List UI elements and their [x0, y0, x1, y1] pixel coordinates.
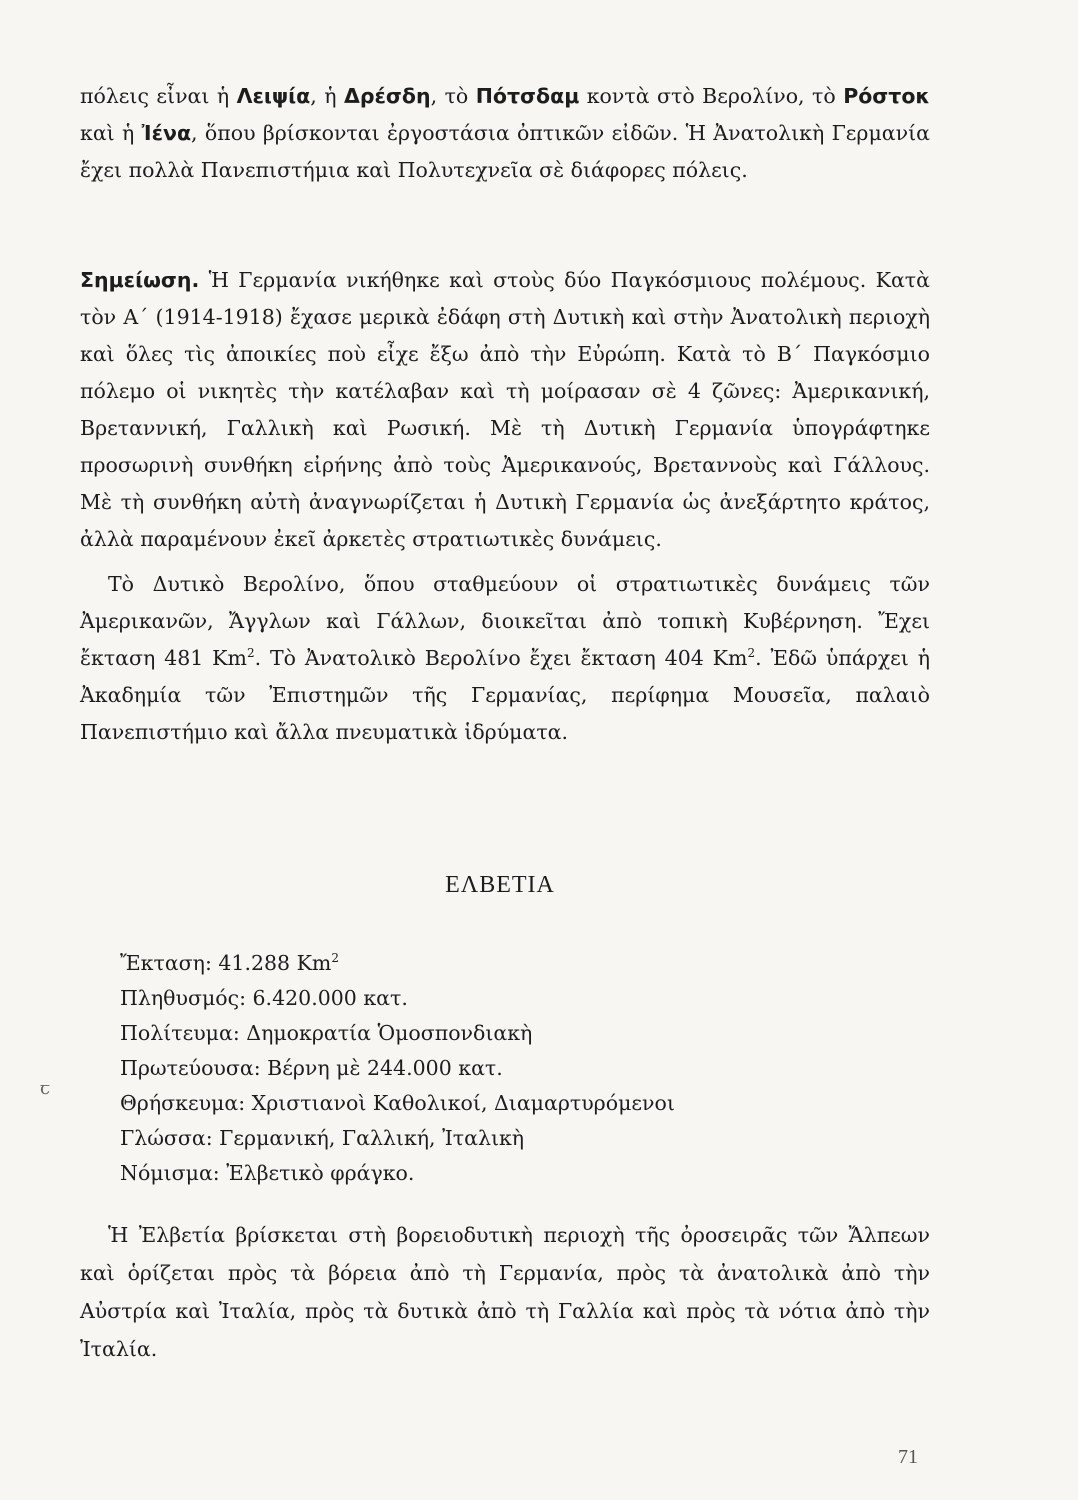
- city-rostock: Ρόστοκ: [843, 84, 930, 108]
- text-span: πόλεις εἶναι ἡ: [80, 84, 237, 108]
- text-span: κοντὰ στὸ Βερολίνο, τὸ: [579, 84, 844, 108]
- fact-government: Πολίτευμα: Δημοκρατία Ὁμοσπονδιακὴ: [120, 1021, 533, 1045]
- city-jena: Ἰένα: [141, 121, 192, 145]
- fact-capital: Πρωτεύουσα: Βέρνη μὲ 244.000 κατ.: [120, 1056, 503, 1080]
- paragraph-berlin: [80, 566, 930, 751]
- superscript: 2: [747, 646, 756, 661]
- paragraph-east-germany-cities: [80, 78, 930, 189]
- text-span: , τὸ: [430, 84, 476, 108]
- fact-area-text: Ἔκταση: 41.288 Km: [120, 951, 332, 975]
- text-span: καὶ ἡ: [80, 121, 142, 145]
- city-potsdam: Πότσδαμ: [475, 84, 580, 108]
- fact-language: Γλώσσα: Γερμανική, Γαλλική, Ἰταλικὴ: [120, 1126, 525, 1150]
- fact-area: [120, 946, 675, 981]
- country-facts: [120, 946, 675, 1191]
- text-span: Τὸ Δυτικὸ Βερολίνο, ὅπου σταθμεύουν οἱ στρατιωτικὲς δυνάμεις τῶν Ἀμερικανῶν, Ἄγγλων καὶ Γάλλων, διοικεῖται ἀπὸ τοπικὴ Κυβέρνηση. Ἔχει ἔκταση 481 Km: [80, 572, 930, 670]
- note-text: Ἡ Γερμανία νικήθηκε καὶ στοὺς δύο Παγκόσμιους πολέμους. Κατὰ τὸν Α΄ (1914-1918) ἔχασε μερικὰ ἐδάφη στὴ Δυτικὴ καὶ στὴν Ἀνατολικὴ περιοχὴ καὶ ὅλες τὶς ἀποικίες ποὺ εἶχε ἔξω ἀπὸ τὴν Εὐρώπη. Κατὰ τὸ Β΄ Παγκόσμιο πόλεμο οἱ νικητὲς τὴν κατέλαβαν καὶ τὴ μοίρασαν σὲ 4 ζῶνες: Ἀμερικανική, Βρεταννική, Γαλλικὴ καὶ Ρωσική. Μὲ τὴ Δυτικὴ Γερμανία ὑπογράφτηκε προσωρινὴ συνθήκη εἰρήνης ἀπὸ τοὺς Ἀμερικανούς, Βρεταννοὺς καὶ Γάλλους. Μὲ τὴ συνθήκη αὐτὴ ἀναγνωρίζεται ἡ Δυτικὴ Γερμανία ὡς ἀνεξάρτητο κράτος, ἀλλὰ παραμένουν ἐκεῖ ἀρκετὲς στρατιωτικὲς δυνάμεις.: [80, 268, 930, 551]
- city-dresden: Δρέσδη: [343, 84, 431, 108]
- text-span: , ὅπου βρίσκονται ἐργοστάσια ὀπτικῶν εἰδῶν. Ἡ Ἀνατολικὴ Γερμανία ἔχει πολλὰ Πανεπιστήμια καὶ Πολυτεχνεῖα σὲ διάφορες πόλεις.: [80, 121, 930, 182]
- paragraph-switzerland: Ἡ Ἐλβετία βρίσκεται στὴ βορειοδυτικὴ περιοχὴ τῆς ὀροσειρᾶς τῶν Ἄλπεων καὶ ὁρίζεται πρὸς τὰ βόρεια ἀπὸ τὴ Γερμανία, πρὸς τὰ ἀνατολικὰ ἀπὸ τὴν Αὐστρία καὶ Ἰταλία, πρὸς τὰ δυτικὰ ἀπὸ τὴ Γαλλία καὶ πρὸς τὰ νότια ἀπὸ τὴν Ἰταλία.: [80, 1223, 930, 1361]
- margin-mark: ꞇ: [40, 1078, 51, 1099]
- paragraph-note: [80, 262, 930, 558]
- text-span: . Τὸ Ἀνατολικὸ Βερολίνο ἔχει ἔκταση 404 Km: [254, 646, 748, 670]
- section-heading: ΕΛΒΕΤΙΑ: [445, 872, 555, 898]
- fact-population: Πληθυσμός: 6.420.000 κατ.: [120, 986, 408, 1010]
- superscript: 2: [246, 646, 255, 661]
- text-span: . Ἐδῶ ὑπάρχει ἡ Ἀκαδημία τῶν Ἐπιστημῶν τῆς Γερμανίας, περίφημα Μουσεῖα, παλαιὸ Πανεπιστήμιο καὶ ἄλλα πνευματικὰ ἱδρύματα.: [80, 646, 930, 744]
- fact-religion: Θρήσκευμα: Χριστιανοὶ Καθολικοί, Διαμαρτυρόμενοι: [120, 1091, 675, 1115]
- fact-currency: Νόμισμα: Ἐλβετικὸ φράγκο.: [120, 1161, 415, 1185]
- city-leipzig: Λειψία: [236, 84, 311, 108]
- text-span: , ἡ: [310, 84, 344, 108]
- superscript: 2: [331, 951, 340, 966]
- note-label: Σημείωση.: [80, 268, 200, 292]
- page-number: 71: [898, 1446, 918, 1468]
